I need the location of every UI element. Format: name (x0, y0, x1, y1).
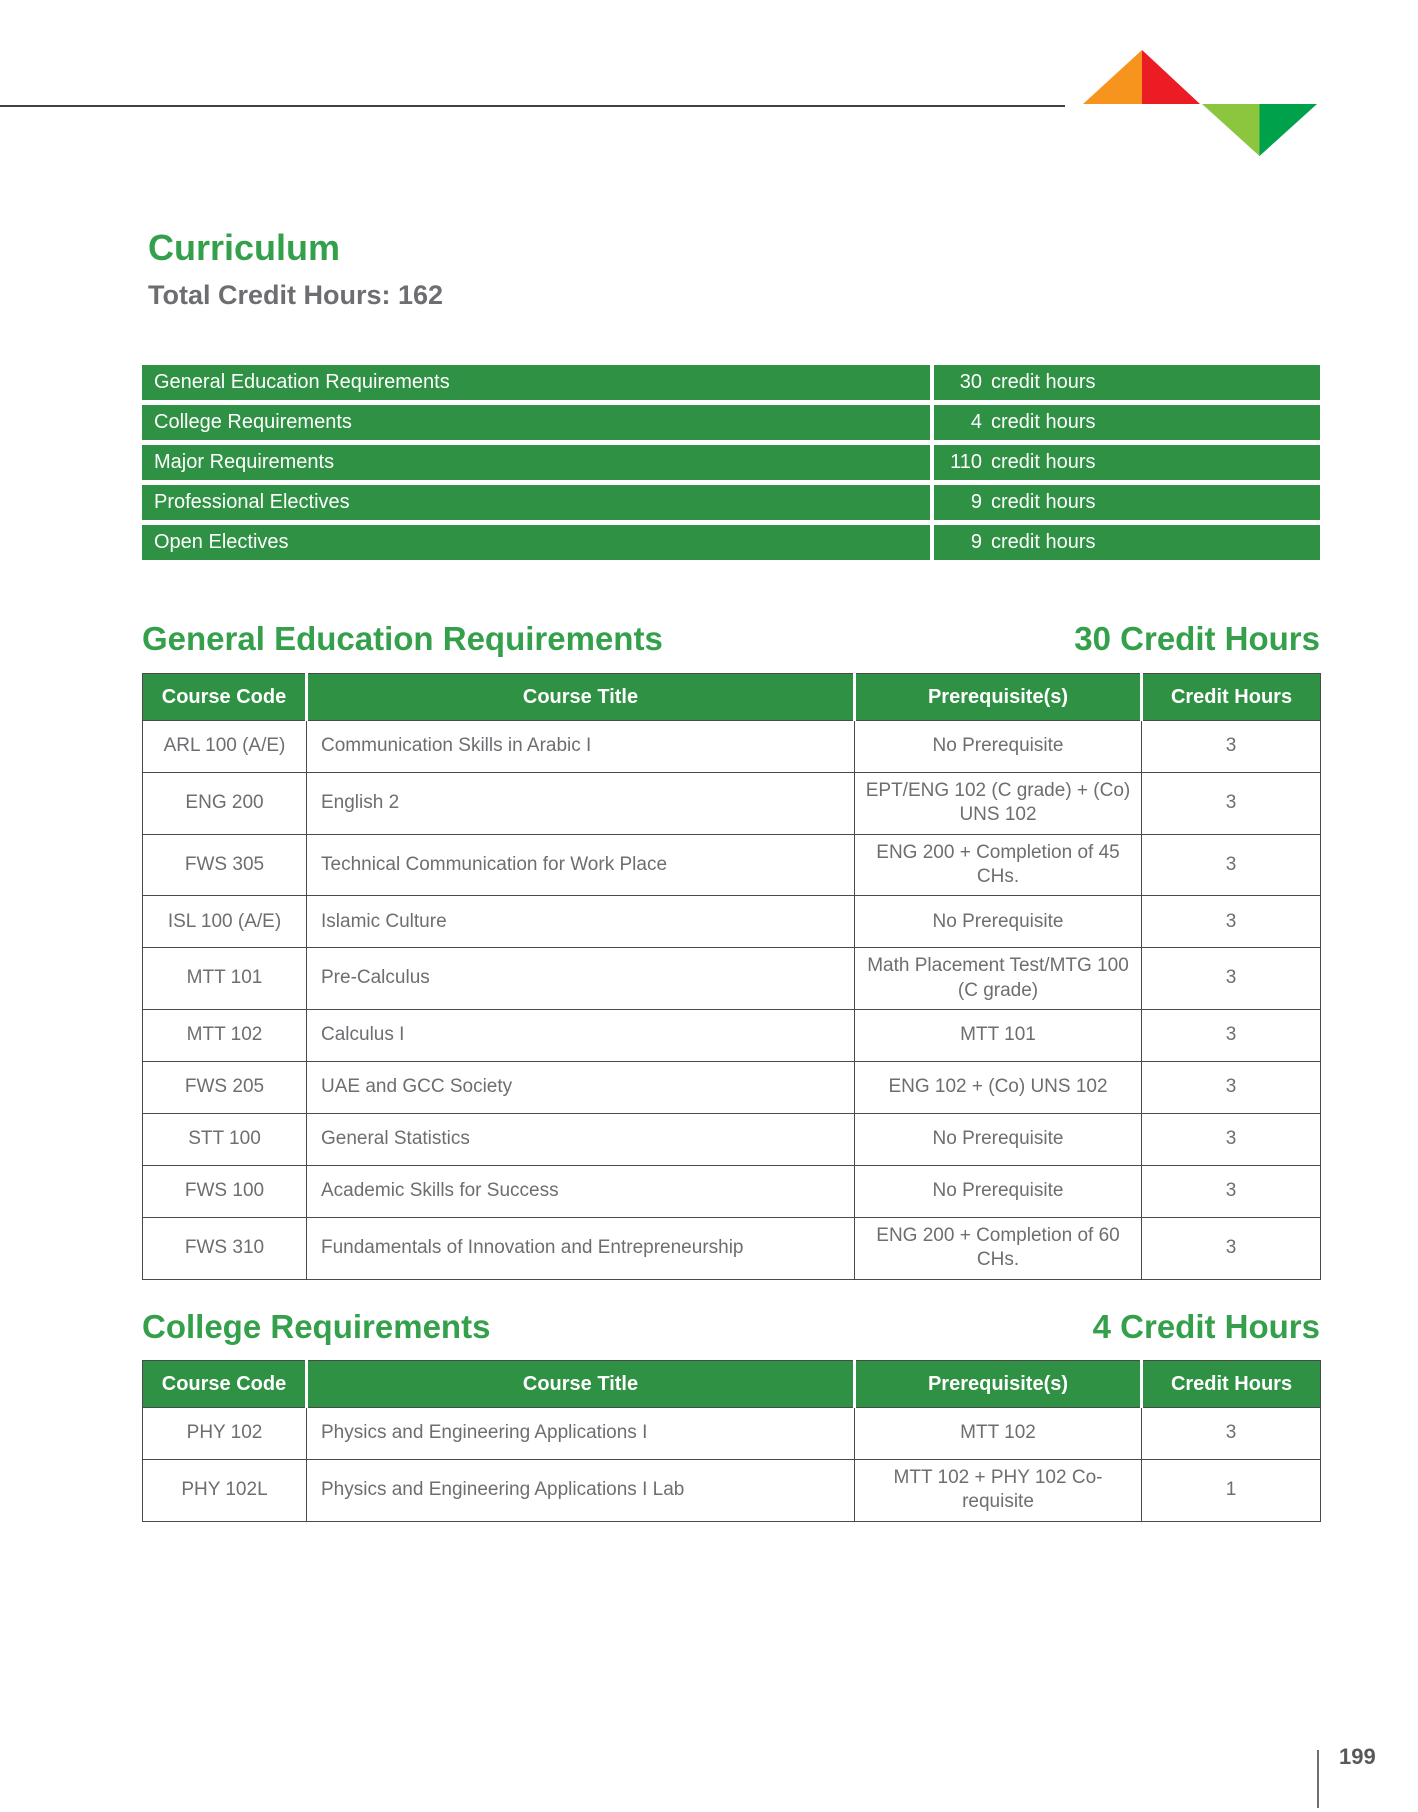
section-credit-hours-text: 30 Credit Hours (1074, 620, 1320, 657)
page-title: Curriculum (148, 227, 341, 268)
table-row (143, 1165, 1321, 1217)
summary-credits-value: 30 (959, 371, 982, 393)
table-header-row (143, 674, 1321, 721)
course-prerequisite: No Prerequisite (855, 896, 1142, 948)
course-code: ISL 100 (A/E) (143, 896, 307, 948)
summary-row-label: Open Electives (142, 525, 930, 560)
table-row (143, 1061, 1321, 1113)
course-title: Technical Communication for Work Place (307, 834, 855, 896)
course-prerequisite: ENG 200 + Completion of 60 CHs. (855, 1217, 1142, 1279)
course-code: MTT 101 (143, 948, 307, 1010)
page-number: 199 (1339, 1744, 1376, 1769)
page-number-divider (1317, 1750, 1319, 1808)
course-prerequisite: No Prerequisite (855, 1165, 1142, 1217)
table-row (143, 1460, 1321, 1522)
logo-light-green-triangle (1202, 104, 1260, 156)
summary-credits-value: 9 (970, 491, 982, 513)
table-row (143, 1009, 1321, 1061)
course-title: Islamic Culture (307, 896, 855, 948)
logo-orange-triangle (1083, 50, 1142, 104)
course-title: UAE and GCC Society (307, 1061, 855, 1113)
summary-credits-value: 4 (970, 411, 982, 433)
summary-row-label: Major Requirements (142, 445, 930, 480)
course-credit-hours: 3 (1142, 721, 1321, 773)
total-credit-hours: Total Credit Hours: 162 (148, 280, 444, 310)
course-code: PHY 102 (143, 1408, 307, 1460)
table-row (143, 1408, 1321, 1460)
course-code: STT 100 (143, 1113, 307, 1165)
course-credit-hours: 3 (1142, 896, 1321, 948)
general-education-table (142, 673, 1321, 1280)
course-title: Fundamentals of Innovation and Entrepreneurship (307, 1217, 855, 1279)
course-code: FWS 310 (143, 1217, 307, 1279)
table-row (143, 773, 1321, 835)
course-code: ENG 200 (143, 773, 307, 835)
table-row (143, 1217, 1321, 1279)
course-prerequisite: No Prerequisite (855, 721, 1142, 773)
table-row (143, 834, 1321, 896)
logo-dark-green-triangle (1260, 104, 1318, 156)
course-title: Physics and Engineering Applications I Lab (307, 1460, 855, 1522)
summary-credits-unit: credit hours (991, 531, 1096, 553)
course-title: General Statistics (307, 1113, 855, 1165)
course-prerequisite: No Prerequisite (855, 1113, 1142, 1165)
summary-row-label: Professional Electives (142, 485, 930, 520)
column-header-credit-hours: Credit Hours (1142, 674, 1321, 721)
course-title: Physics and Engineering Applications I (307, 1408, 855, 1460)
column-header-course-code: Course Code (143, 674, 307, 721)
course-credit-hours: 3 (1142, 948, 1321, 1010)
logo-red-triangle (1142, 50, 1200, 104)
summary-credits-unit: credit hours (991, 451, 1096, 473)
course-prerequisite: MTT 102 (855, 1408, 1142, 1460)
column-header-course-title: Course Title (307, 1361, 855, 1408)
credit-summary-table (142, 365, 1320, 560)
college-requirements-table (142, 1360, 1321, 1522)
column-header-course-title: Course Title (307, 674, 855, 721)
course-code: FWS 100 (143, 1165, 307, 1217)
course-credit-hours: 3 (1142, 1113, 1321, 1165)
course-credit-hours: 3 (1142, 1009, 1321, 1061)
course-credit-hours: 3 (1142, 773, 1321, 835)
course-prerequisite: Math Placement Test/MTG 100 (C grade) (855, 948, 1142, 1010)
table-row (143, 896, 1321, 948)
course-code: ARL 100 (A/E) (143, 721, 307, 773)
summary-row-label: College Requirements (142, 405, 930, 440)
table-row (143, 948, 1321, 1010)
course-credit-hours: 3 (1142, 834, 1321, 896)
course-credit-hours: 3 (1142, 1217, 1321, 1279)
summary-row-credits (934, 525, 1320, 560)
table-row (143, 721, 1321, 773)
column-header-prerequisites: Prerequisite(s) (855, 674, 1142, 721)
section-credit-hours-text: 4 Credit Hours (1092, 1308, 1320, 1345)
course-code: FWS 305 (143, 834, 307, 896)
section-heading-text: General Education Requirements (142, 620, 663, 657)
summary-credits-unit: credit hours (991, 411, 1096, 433)
summary-credits-value: 9 (970, 531, 982, 553)
course-title: Academic Skills for Success (307, 1165, 855, 1217)
column-header-course-code: Course Code (143, 1361, 307, 1408)
course-credit-hours: 3 (1142, 1165, 1321, 1217)
course-title: English 2 (307, 773, 855, 835)
course-prerequisite: MTT 101 (855, 1009, 1142, 1061)
summary-row-credits (934, 405, 1320, 440)
table-row (143, 1113, 1321, 1165)
summary-row-label: General Education Requirements (142, 365, 930, 400)
course-code: PHY 102L (143, 1460, 307, 1522)
summary-row-credits (934, 445, 1320, 480)
course-title: Communication Skills in Arabic I (307, 721, 855, 773)
course-code: FWS 205 (143, 1061, 307, 1113)
college-requirements-section-heading (142, 1310, 1320, 1345)
summary-credits-unit: credit hours (991, 491, 1096, 513)
table-header-row (143, 1361, 1321, 1408)
course-prerequisite: EPT/ENG 102 (C grade) + (Co) UNS 102 (855, 773, 1142, 835)
university-logo (1083, 50, 1317, 158)
course-prerequisite: ENG 200 + Completion of 45 CHs. (855, 834, 1142, 896)
course-prerequisite: MTT 102 + PHY 102 Co-requisite (855, 1460, 1142, 1522)
section-heading-text: College Requirements (142, 1308, 491, 1345)
course-credit-hours: 1 (1142, 1460, 1321, 1522)
general-education-section-heading (142, 622, 1320, 657)
header-divider-line (0, 105, 1065, 107)
course-code: MTT 102 (143, 1009, 307, 1061)
summary-credits-unit: credit hours (991, 371, 1096, 393)
column-header-prerequisites: Prerequisite(s) (855, 1361, 1142, 1408)
summary-row-credits (934, 485, 1320, 520)
course-credit-hours: 3 (1142, 1061, 1321, 1113)
course-credit-hours: 3 (1142, 1408, 1321, 1460)
summary-row-credits (934, 365, 1320, 400)
course-title: Calculus I (307, 1009, 855, 1061)
column-header-credit-hours: Credit Hours (1142, 1361, 1321, 1408)
summary-credits-value: 110 (950, 451, 982, 473)
course-prerequisite: ENG 102 + (Co) UNS 102 (855, 1061, 1142, 1113)
course-title: Pre-Calculus (307, 948, 855, 1010)
